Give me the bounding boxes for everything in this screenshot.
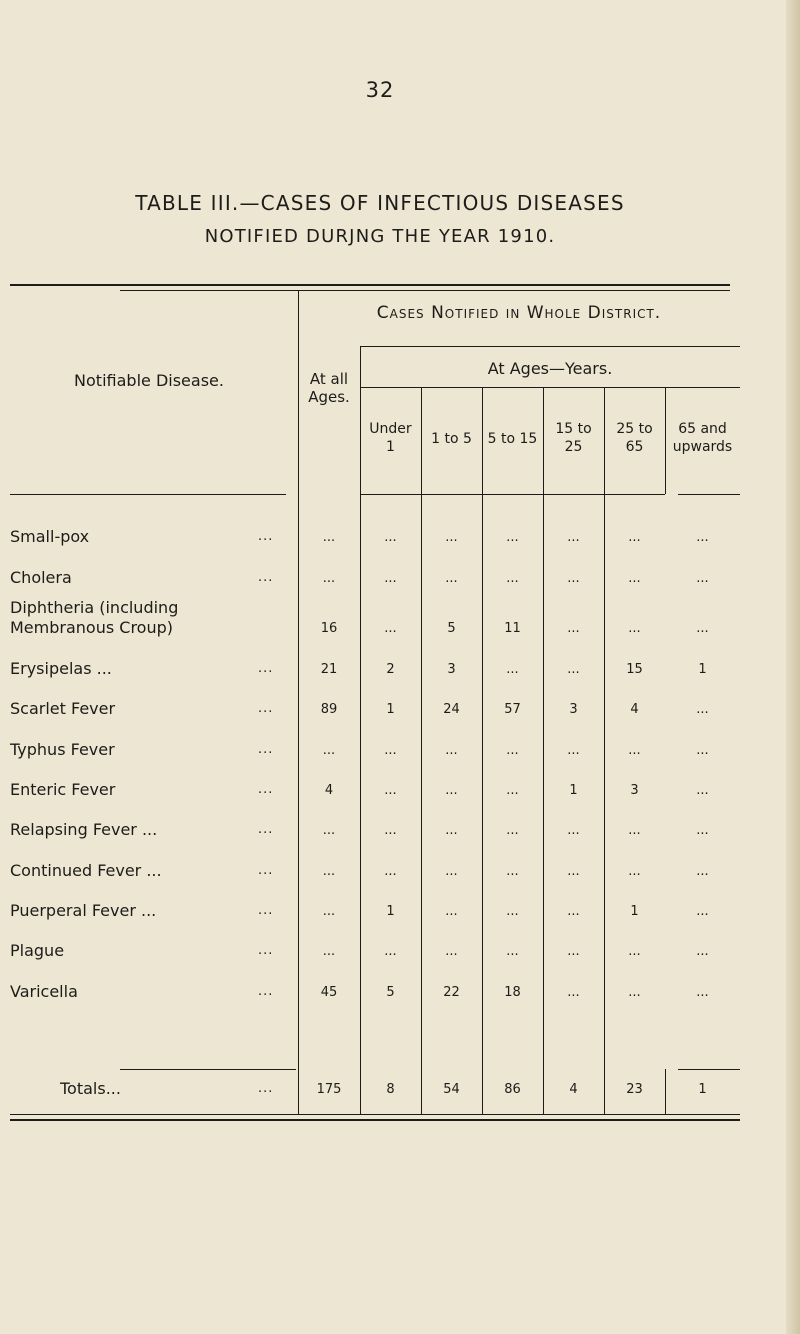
table-cell: ...: [567, 864, 580, 879]
totals-rule-left: [120, 1069, 296, 1070]
table-cell: ...: [567, 621, 580, 636]
table-cell: ...: [628, 823, 641, 838]
table-cell: 1: [630, 904, 639, 919]
table-cell: ...: [567, 904, 580, 919]
table-cell: 57: [504, 702, 521, 717]
age-column-header: [482, 430, 543, 448]
table-cell: ...: [322, 904, 336, 919]
leader-dots: ...: [258, 661, 274, 676]
table-cell: ...: [384, 621, 397, 636]
table-cell: ...: [628, 571, 641, 586]
table-cell: 5: [447, 621, 456, 636]
age-column-header-line: 25 to: [616, 421, 653, 437]
table-cell: 16: [320, 621, 338, 636]
table-cell: 21: [320, 662, 338, 677]
leader-dots: ...: [258, 822, 274, 837]
age-column-header-line: 25: [564, 439, 583, 455]
table-cell: ...: [628, 944, 641, 959]
table-cell: ...: [567, 662, 580, 677]
leader-dots: ...: [258, 742, 274, 757]
table-cell: 11: [504, 621, 521, 636]
leader-dots: ...: [258, 570, 274, 585]
table-cell: ...: [696, 823, 709, 838]
leader-dots: ...: [258, 943, 274, 958]
page-number: 32: [365, 78, 395, 102]
leader-dots: ...: [258, 529, 274, 544]
table-cell: ...: [567, 985, 580, 1000]
table-cell: ...: [628, 743, 641, 758]
table-cell: 4: [324, 783, 334, 798]
table-cell: ...: [322, 571, 336, 586]
disease-name: Membranous Croup): [10, 618, 173, 637]
header-bottom-rule-cell: [360, 494, 421, 495]
leader-dots: ...: [258, 782, 274, 797]
disease-name: Puerperal Fever ...: [10, 901, 157, 920]
table-cell: ...: [384, 743, 397, 758]
totals-cell: 54: [443, 1082, 460, 1097]
title-line-2: NOTIFIED DURJNG THE YEAR 1910.: [204, 226, 556, 247]
header-bottom-rule-left: [10, 494, 286, 495]
age-column-header-line: 1 to 5: [431, 431, 472, 447]
age-subheader-rule: [360, 387, 740, 388]
disease-name: Typhus Fever: [10, 740, 115, 759]
table-cell: ...: [696, 783, 709, 798]
leader-dots: ...: [258, 863, 274, 878]
disease-name: Continued Fever ...: [10, 861, 162, 880]
disease-name: Small-pox: [10, 527, 90, 546]
table-cell: ...: [506, 530, 519, 545]
table-cell: 2: [386, 662, 395, 677]
title-line-1: TABLE III.—CASES OF INFECTIOUS DISEASES: [135, 191, 625, 215]
table-cell: ...: [628, 864, 641, 879]
totals-rule-right: [678, 1069, 740, 1070]
table-cell: ...: [628, 985, 641, 1000]
table-cell: 24: [443, 702, 460, 717]
table-cell: ...: [445, 743, 458, 758]
age-column-header-line: 65: [625, 439, 644, 455]
table-cell: ...: [506, 904, 519, 919]
table-cell: ...: [322, 864, 336, 879]
leader-dots: ...: [258, 984, 274, 999]
table-cell: ...: [445, 864, 458, 879]
age-column-header-line: 15 to: [555, 421, 592, 437]
header-bottom-rule-cell: [482, 494, 543, 495]
table-cell: ...: [628, 530, 641, 545]
table-cell: 1: [698, 662, 707, 677]
table-cell: ...: [384, 530, 397, 545]
table-cell: ...: [322, 823, 336, 838]
table-cell: ...: [696, 530, 709, 545]
disease-name: Enteric Fever: [10, 780, 116, 799]
page-edge: [786, 0, 800, 1334]
disease-name: Scarlet Fever: [10, 699, 116, 718]
cases-notified-header: Cases Notified in Whole District.: [376, 303, 662, 323]
table-cell: ...: [696, 904, 709, 919]
table-cell: ...: [506, 944, 519, 959]
table-cell: ...: [696, 864, 709, 879]
table-cell: ...: [445, 571, 458, 586]
age-column-header: [665, 420, 740, 456]
table-top-rule-thin: [120, 290, 730, 291]
page-title: [40, 186, 720, 254]
header-bottom-rule-cell: [543, 494, 604, 495]
table-cell: 1: [569, 783, 578, 798]
table-bottom-rule: [10, 1114, 740, 1115]
table-cell: 1: [386, 904, 395, 919]
table-cell: 5: [386, 985, 395, 1000]
age-column-header-line: 5 to 15: [487, 431, 538, 447]
table-cell: ...: [445, 530, 458, 545]
table-cell: ...: [506, 743, 519, 758]
table-cell: ...: [506, 823, 519, 838]
table-cell: ...: [567, 571, 580, 586]
totals-cell: 4: [569, 1082, 578, 1097]
table-cell: 3: [569, 702, 578, 717]
table-cell: ...: [384, 783, 397, 798]
totals-cell: 23: [626, 1082, 643, 1097]
totals-cell: 86: [504, 1082, 521, 1097]
age-group-header: At Ages—Years.: [487, 359, 613, 378]
table-cell: ...: [384, 571, 397, 586]
table-cell: ...: [322, 530, 336, 545]
table-cell: 15: [626, 662, 643, 677]
all-ages-header-line: At all: [309, 370, 349, 388]
table-cell: ...: [445, 783, 458, 798]
age-column-header-line: upwards: [672, 439, 733, 455]
disease-name: Plague: [10, 941, 65, 960]
disease-name: Diphtheria (including: [10, 598, 179, 617]
table-cell: ...: [567, 743, 580, 758]
table-cell: 3: [447, 662, 456, 677]
all-ages-header: [298, 370, 360, 406]
table-cell: 4: [630, 702, 639, 717]
table-cell: ...: [696, 702, 709, 717]
header-bottom-rule-right: [678, 494, 740, 495]
totals-cell: 1: [698, 1082, 707, 1097]
table-cell: 89: [320, 702, 338, 717]
disease-column-header: Notifiable Disease.: [74, 371, 224, 390]
leader-dots: ...: [258, 903, 274, 918]
table-cell: ...: [696, 985, 709, 1000]
table-top-rule: [10, 284, 730, 286]
age-column-header-line: 1: [386, 439, 395, 455]
table-cell: ...: [445, 904, 458, 919]
table-cell: ...: [506, 783, 519, 798]
age-column-header: [360, 420, 421, 456]
disease-name: Varicella: [10, 982, 78, 1001]
table-cell: ...: [696, 621, 709, 636]
table-cell: 1: [386, 702, 395, 717]
table-cell: ...: [567, 944, 580, 959]
disease-name: Relapsing Fever ...: [10, 820, 158, 839]
table-cell: 45: [320, 985, 338, 1000]
age-column-header: [421, 430, 482, 448]
age-column-header-line: 65 and: [678, 421, 727, 437]
totals-label: Totals...: [60, 1079, 121, 1098]
table-cell: 18: [504, 985, 521, 1000]
table-cell: ...: [567, 823, 580, 838]
table-cell: 22: [443, 985, 460, 1000]
totals-cell: 8: [386, 1082, 395, 1097]
table-cell: ...: [567, 530, 580, 545]
table-cell: ...: [445, 944, 458, 959]
all-ages-header-line: Ages.: [308, 388, 350, 406]
header-bottom-rule-cell: [421, 494, 482, 495]
table-cell: ...: [445, 823, 458, 838]
age-column-header-line: Under: [369, 421, 412, 437]
table-cell: ...: [506, 571, 519, 586]
table-cell: ...: [696, 944, 709, 959]
table-bottom-rule-thick: [10, 1119, 740, 1121]
table-cell: ...: [628, 621, 641, 636]
totals-cell: 175: [316, 1082, 342, 1097]
age-header-rule: [360, 346, 740, 347]
leader-dots: ...: [258, 701, 274, 716]
table-cell: ...: [384, 944, 397, 959]
table-cell: 3: [630, 783, 639, 798]
age-column-header: [543, 420, 604, 456]
disease-name: Cholera: [10, 568, 72, 587]
table-cell: ...: [506, 864, 519, 879]
disease-name: Erysipelas ...: [10, 659, 112, 678]
table-cell: ...: [384, 823, 397, 838]
table-cell: ...: [506, 662, 519, 677]
age-column-header: [604, 420, 665, 456]
table-cell: ...: [696, 743, 709, 758]
table-cell: ...: [384, 864, 397, 879]
table-cell: ...: [322, 743, 336, 758]
header-bottom-rule-cell: [604, 494, 665, 495]
table-cell: ...: [696, 571, 709, 586]
leader-dots: ...: [258, 1081, 274, 1096]
table-cell: ...: [322, 944, 336, 959]
